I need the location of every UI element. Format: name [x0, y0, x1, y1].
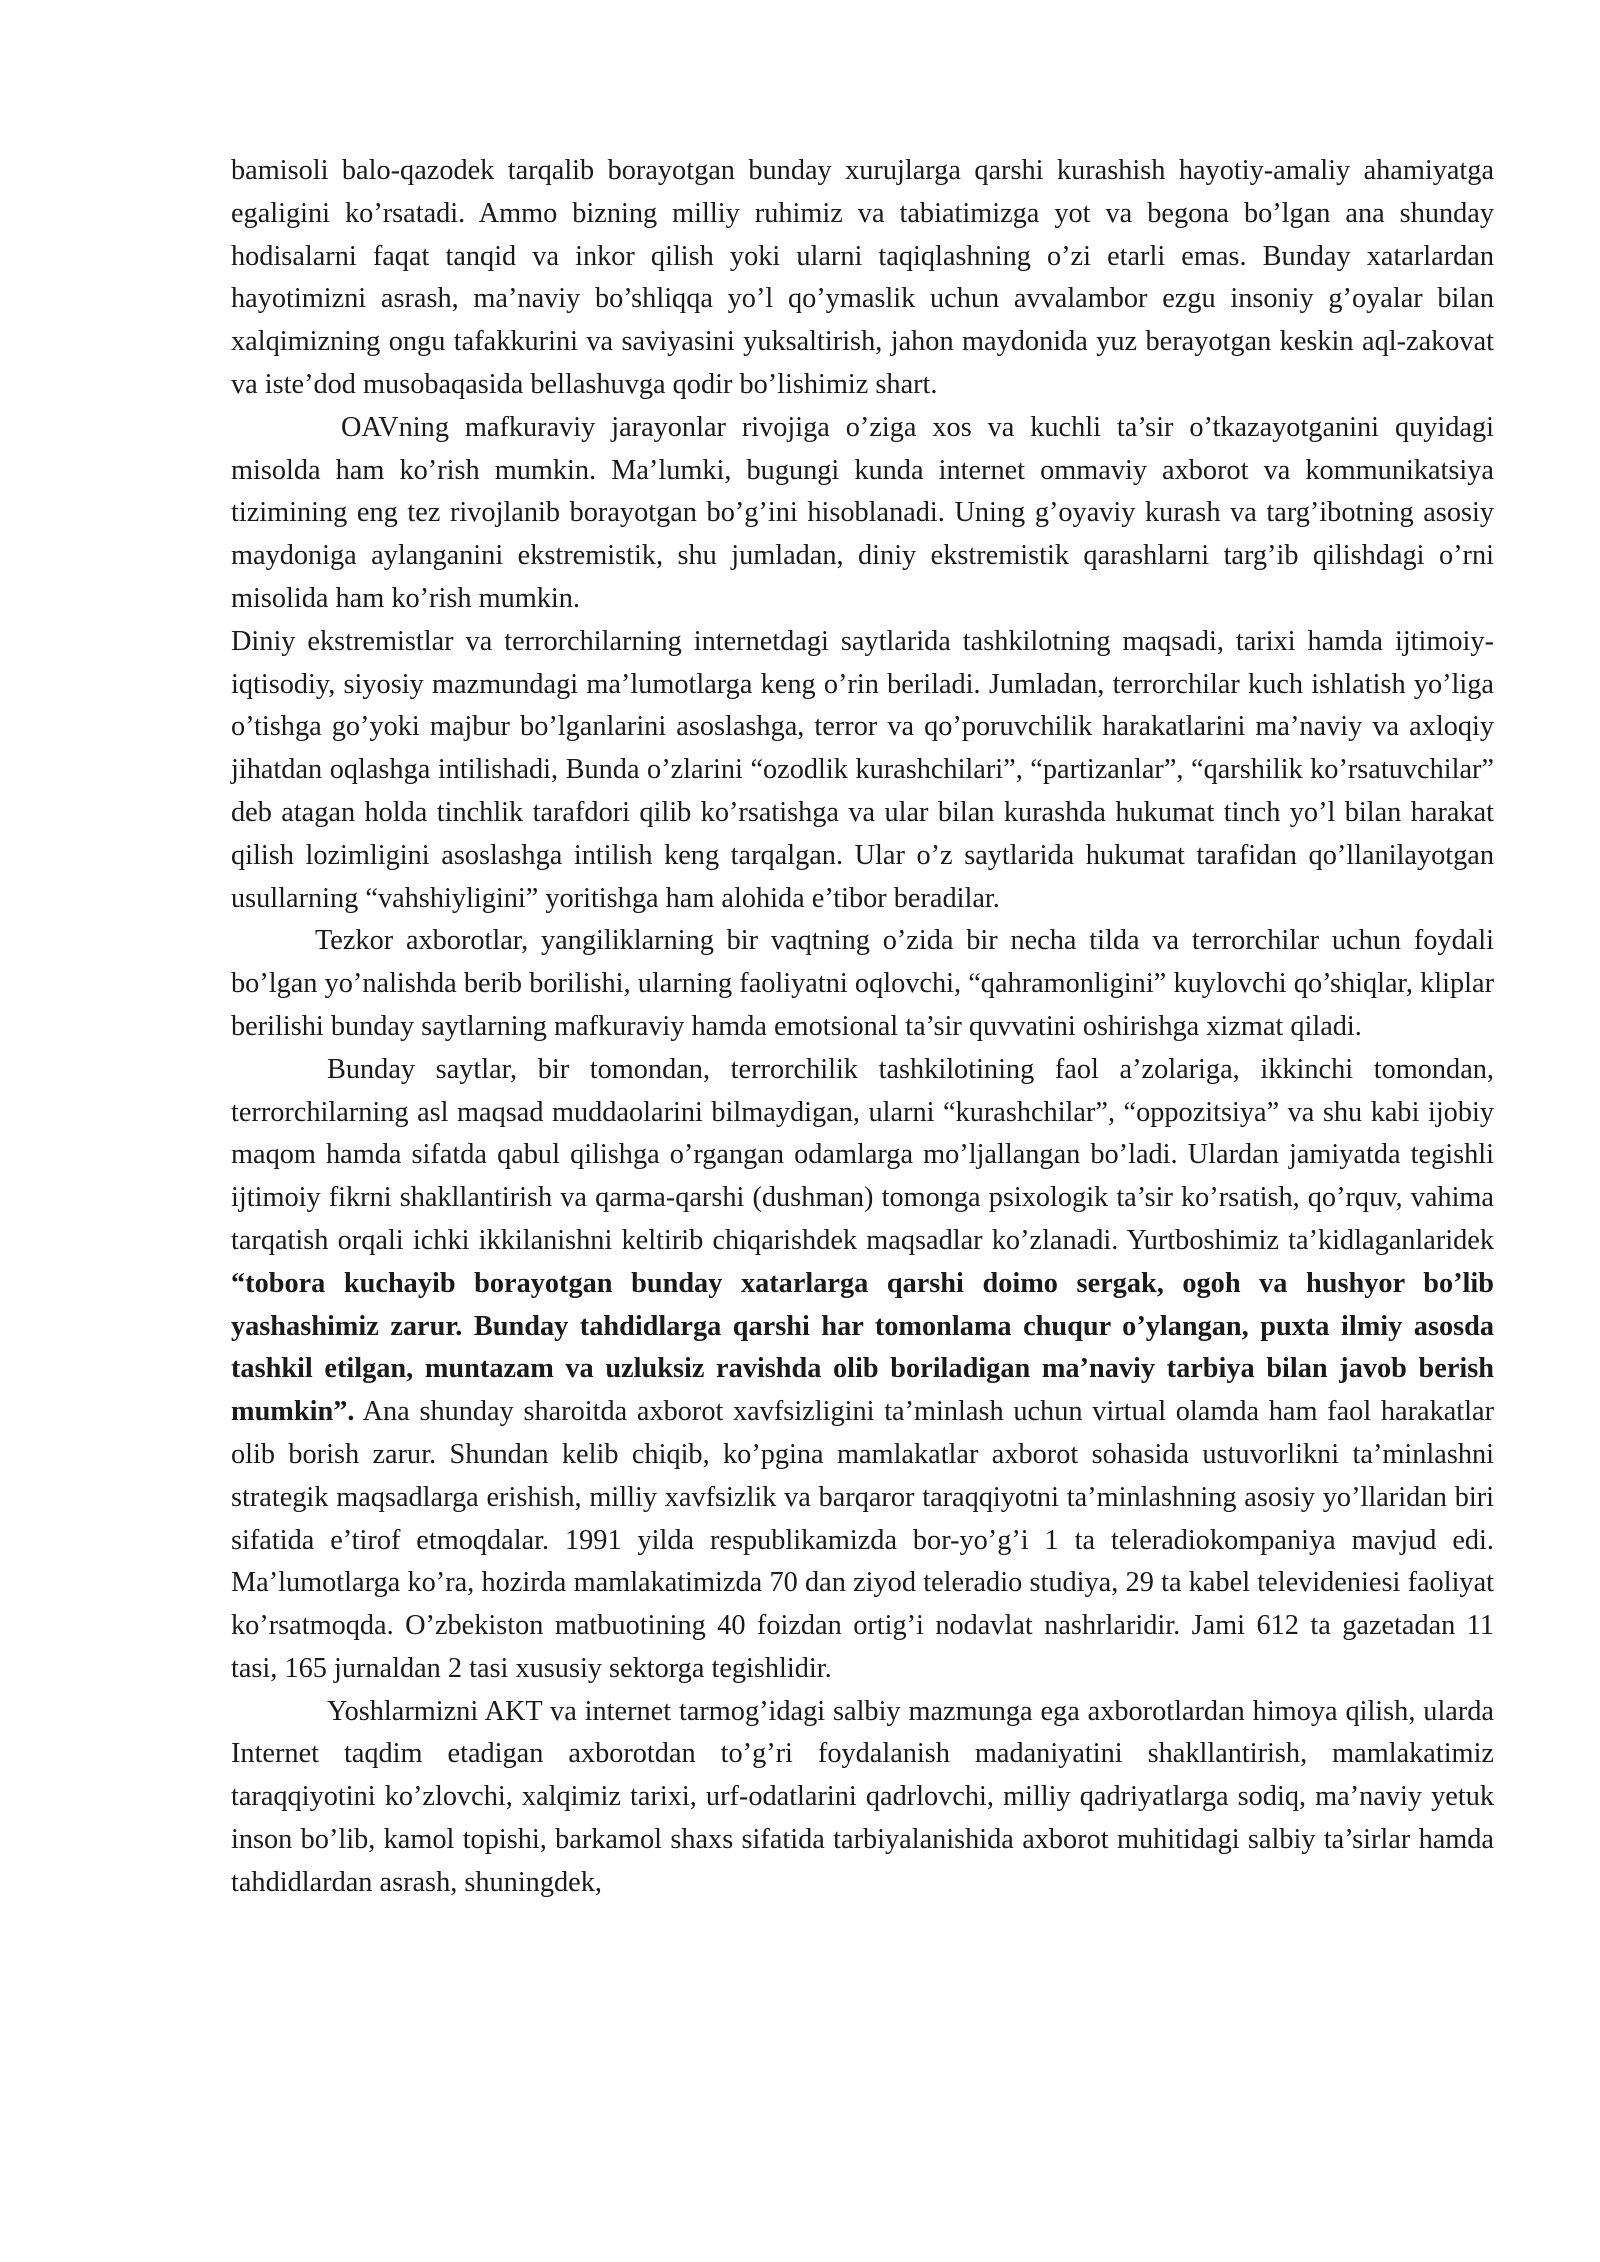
- paragraph-6: Yoshlarmizni AKT va internet tarmog’idagi salbiy mazmunga ega axborotlardan himoya qilish, ularda Internet taqdim etadigan axborotdan to’g’ri foydalanish madaniyatini shakllantirish, mamlakatimiz taraqqiyotini ko’zlovchi, xalqimiz tarixi, urf-odatlarini qadrlovchi, milliy qadriyatlarga sodiq, ma’naviy yetuk inson bo’lib, kamol topishi, barkamol shaxs sifatida tarbiyalanishida axborot muhitidagi salbiy ta’sirlar hamda tahdidlardan asrash, shuningdek,: [231, 1695, 1494, 1898]
- paragraph-4: Tezkor axborotlar, yangiliklarning bir vaqtning o’zida bir necha tilda va terrorchilar uchun foydali bo’lgan yo’nalishda berib borilishi, ularning faoliyatni oqlovchi, “qahramonligini” kuylovchi qo’shiqlar, kliplar berilishi bunday saytlarning mafkuraviy hamda emotsional ta’sir quvvatini oshirishga xizmat qiladi.: [231, 925, 1494, 1042]
- president-quote: “tobora kuchayib borayotgan bunday xatarlarga qarshi doimo sergak, ogoh va hushyor bo’lib yashashimiz zarur. Bunday tahdidlarga qarshi har tomonlama chuqur o’ylangan, puxta ilmiy asosda tashkil etilgan, muntazam va uzluksiz ravishda olib boriladigan ma’naviy tarbiya bilan javob berish mumkin”.: [231, 1267, 1494, 1428]
- paragraph-2: OAVning mafkuraviy jarayonlar rivojiga o’ziga xos va kuchli ta’sir o’tkazayotganini quyidagi misolda ham ko’rish mumkin. Ma’lumki, bugungi kunda internet ommaviy axborot va kommunikatsiya tizimining eng tez rivojlanib borayotgan bo’g’ini hisoblanadi. Uning g’oyaviy kurash va targ’ibotning asosiy maydoniga aylanganini ekstremistik, shu jumladan, diniy ekstremistik qarashlarni targ’ib qilishdagi o’rni misolida ham ko’rish mumkin.: [231, 411, 1494, 614]
- document-page: [231, 150, 1494, 1905]
- paragraph-1: bamisoli balo-qazodek tarqalib borayotgan bunday xurujlarga qarshi kurashish hayotiy-amaliy ahamiyatga egaligini ko’rsatadi. Ammo bizning milliy ruhimiz va tabiatimizga yot va begona bo’lgan ana shunday hodisalarni faqat tanqid va inkor qilish yoki ularni taqiqlashning o’zi etarli emas. Bunday xatarlardan hayotimizni asrash, ma’naviy bo’shliqqa yo’l qo’ymaslik uchun avvalambor ezgu insoniy g’oyalar bilan xalqimizning ongu tafakkurini va saviyasini yuksaltirish, jahon maydonida yuz berayotgan keskin aql-zakovat va iste’dod musobaqasida bellashuvga qodir bo’lishimiz shart.: [231, 155, 1494, 400]
- paragraph-5: [231, 1049, 1494, 1691]
- paragraph-5-tail: Ana shunday sharoitda axborot xavfsizligini ta’minlash uchun virtual olamda ham faol harakatlar olib borish zarur. Shundan kelib chiqib, ko’pgina mamlakatlar axborot sohasida ustuvorlikni ta’minlashni strategik maqsadlarga erishish, milliy xavfsizlik va barqaror taraqqiyotni ta’minlashning asosiy yo’llaridan biri sifatida e’tirof etmoqdalar. 1991 yilda respublikamizda bor-yo’g’i 1 ta teleradiokompaniya mavjud edi. Ma’lumotlarga ko’ra, hozirda mamlakatimizda 70 dan ziyod teleradio studiya, 29 ta kabel televideniesi faoliyat ko’rsatmoqda. O’zbekiston matbuotining 40 foizdan ortig’i nodavlat nashrlaridir. Jami 612 ta gazetadan 11 tasi, 165 jurnaldan 2 tasi xususiy sektorga tegishlidir.: [231, 1396, 1494, 1684]
- paragraph-5-lead: Bunday saytlar, bir tomondan, terrorchilik tashkilotining faol a’zolariga, ikkinchi tomondan, terrorchilarning asl maqsad muddaolarini bilmaydigan, ularni “kurashchilar”, “oppozitsiya” va shu kabi ijobiy maqom hamda sifatda qabul qilishga o’rgangan odamlarga mo’ljallangan bo’ladi. Ulardan jamiyatda tegishli ijtimoiy fikrni shakllantirish va qarma-qarshi (dushman) tomonga psixologik ta’sir ko’rsatish, qo’rquv, vahima tarqatish orqali ichki ikkilanishni keltirib chiqarishdek maqsadlar ko’zlanadi. Yurtboshimiz ta’kidlaganlaridek: [231, 1053, 1494, 1256]
- paragraph-3: Diniy ekstremistlar va terrorchilarning internetdagi saytlarida tashkilotning maqsadi, tarixi hamda ijtimoiy-iqtisodiy, siyosiy mazmundagi ma’lumotlarga keng o’rin beriladi. Jumladan, terrorchilar kuch ishlatish yo’liga o’tishga go’yoki majbur bo’lganlarini asoslashga, terror va qo’poruvchilik harakatlarini ma’naviy va axloqiy jihatdan oqlashga intilishadi, Bunda o’zlarini “ozodlik kurashchilari”, “partizanlar”, “qarshilik ko’rsatuvchilar” deb atagan holda tinchlik tarafdori qilib ko’rsatishga va ular bilan kurashda hukumat tinch yo’l bilan harakat qilish lozimligini asoslashga intilish keng tarqalgan. Ular o’z saytlarida hukumat tarafidan qo’llanilayotgan usullarning “vahshiyligini” yoritishga ham alohida e’tibor beradilar.: [231, 625, 1494, 914]
